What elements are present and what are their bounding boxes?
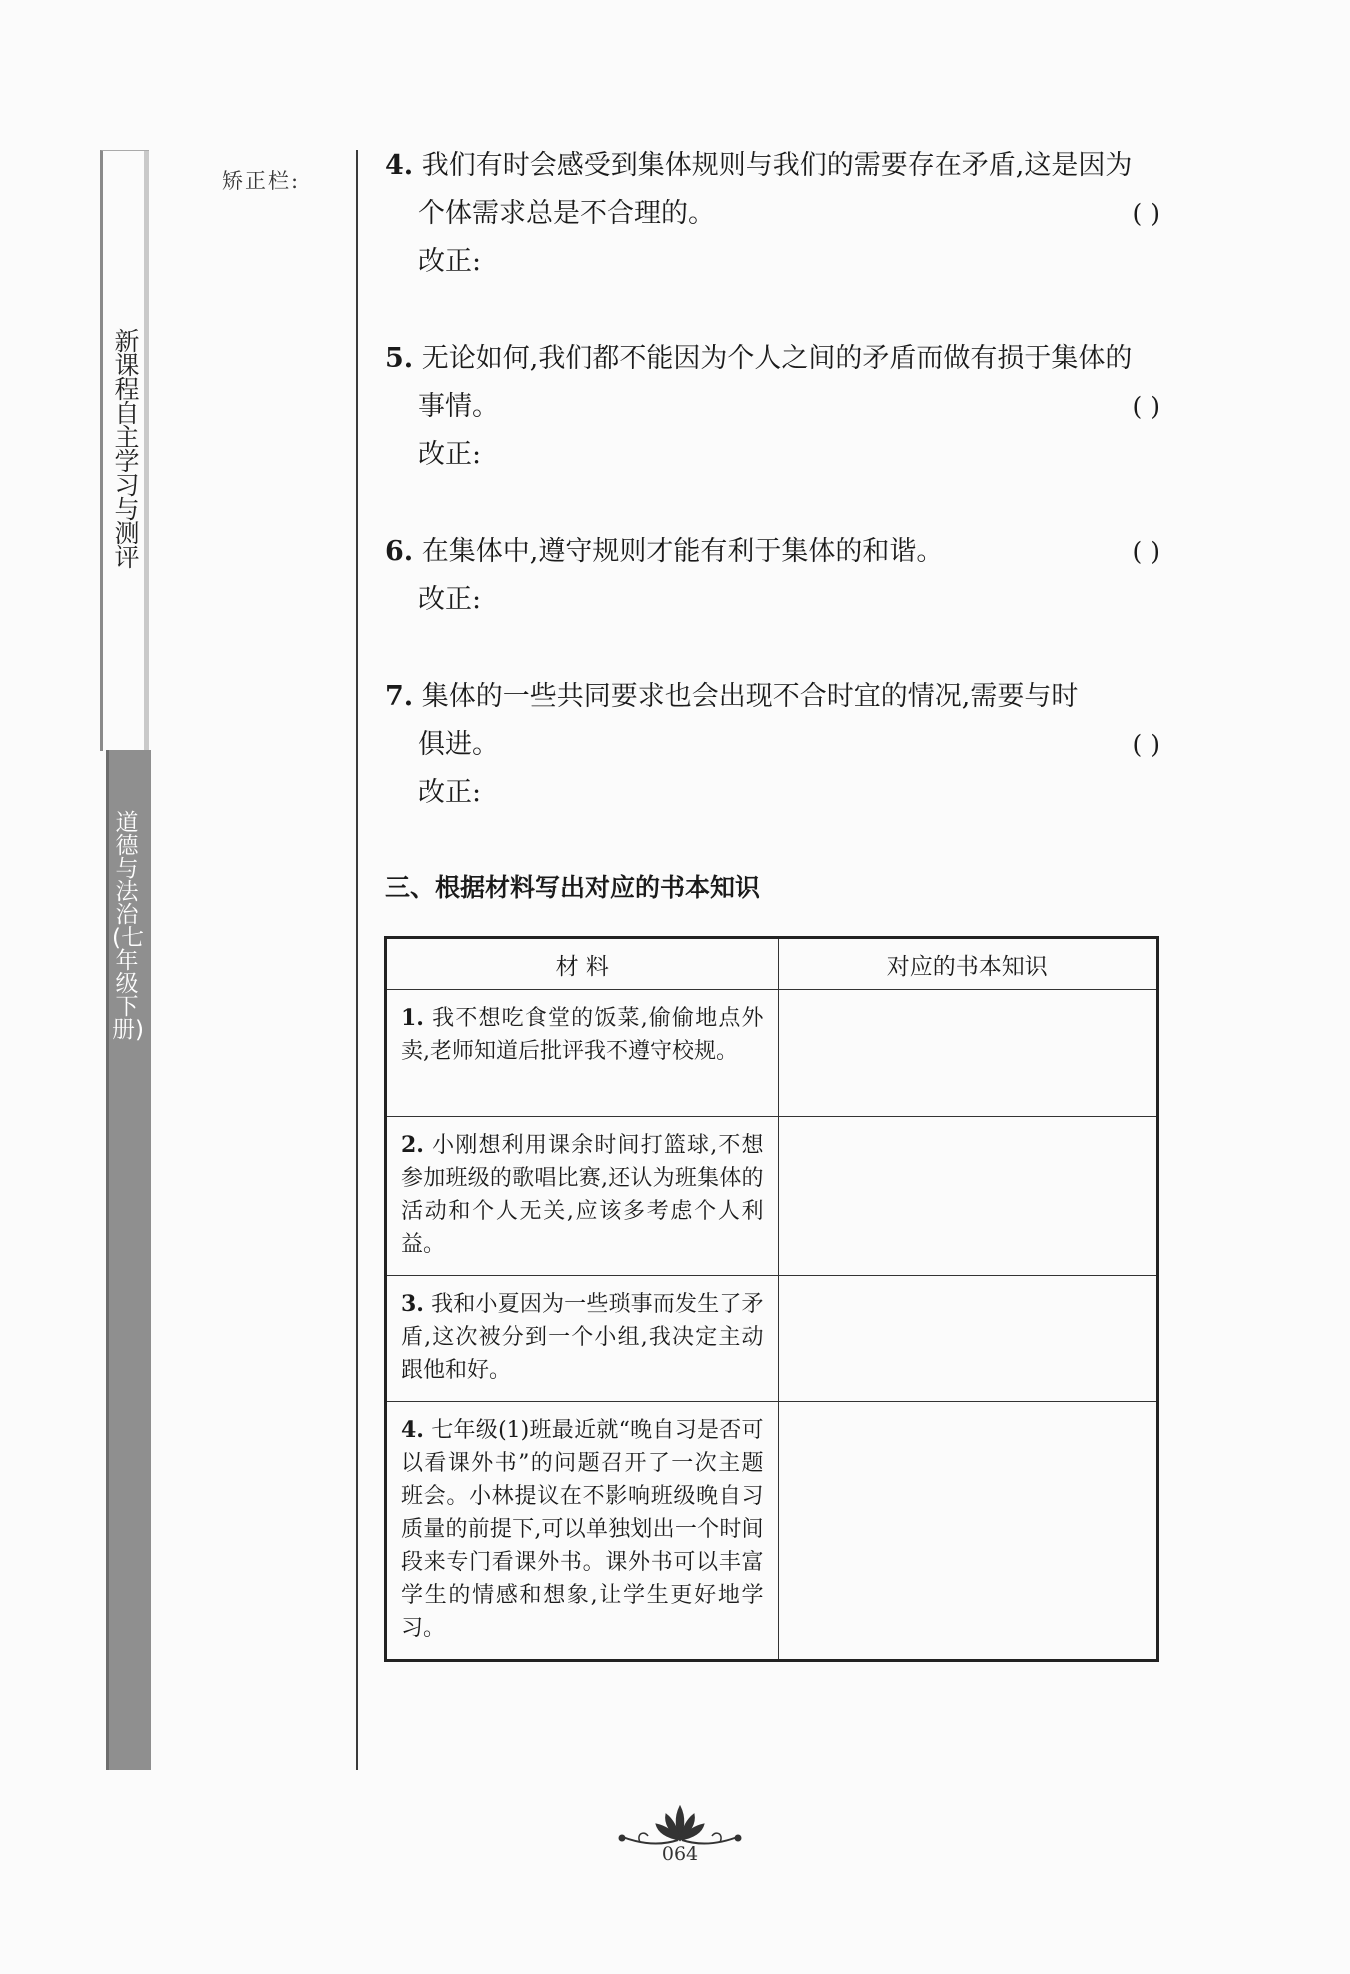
question-5 <box>385 335 1160 479</box>
question-text: 我们有时会感受到集体规则与我们的需要存在矛盾,这是因为 <box>421 150 1133 181</box>
material-number: 3. <box>401 1291 424 1317</box>
material-text: 我不想吃食堂的饭菜,偷偷地点外卖,老师知道后批评我不遵守校规。 <box>401 1006 764 1064</box>
correction-label: 改正: <box>418 439 482 470</box>
material-cell <box>386 1276 779 1402</box>
column-divider <box>356 150 358 1770</box>
page-number: 064 <box>661 1843 699 1865</box>
section-title: 三、根据材料写出对应的书本知识 <box>385 873 761 902</box>
question-number: 6. <box>385 536 414 567</box>
material-text: 七年级(1)班最近就“晚自习是否可以看课外书”的问题召开了一次主题班会。小林提议在不影响班级晚自习质量的前提下,可以单独划出一个时间段来专门看课外书。课外书可以丰富学生的情感和想象,让学生更好地学习。 <box>401 1418 764 1641</box>
answer-cell[interactable] <box>778 1276 1157 1402</box>
answer-blank[interactable]: ( ) <box>1132 730 1160 759</box>
question-text: 事情。 <box>418 391 499 422</box>
answer-cell[interactable] <box>778 990 1157 1117</box>
question-text: 俱进。 <box>418 729 499 760</box>
table-row <box>386 1117 1158 1276</box>
table-header-material: 材 料 <box>386 938 779 990</box>
material-table <box>384 936 1159 1662</box>
question-text: 集体的一些共同要求也会出现不合时宜的情况,需要与时 <box>421 681 1079 712</box>
question-text: 无论如何,我们都不能因为个人之间的矛盾而做有损于集体的 <box>421 343 1133 374</box>
correction-label: 改正: <box>418 246 482 277</box>
question-6 <box>385 528 1160 624</box>
table-row <box>386 1276 1158 1402</box>
question-4 <box>385 142 1160 286</box>
question-number: 4. <box>385 150 414 181</box>
answer-blank[interactable]: ( ) <box>1132 199 1160 228</box>
material-number: 2. <box>401 1132 424 1158</box>
material-number: 1. <box>401 1005 424 1031</box>
answer-blank[interactable]: ( ) <box>1132 392 1160 421</box>
correction-column-label: 矫正栏: <box>222 169 301 193</box>
answer-blank[interactable]: ( ) <box>1132 537 1160 566</box>
correction-label: 改正: <box>418 584 482 615</box>
material-cell <box>386 1402 779 1661</box>
question-text: 个体需求总是不合理的。 <box>418 198 715 229</box>
table-header-knowledge: 对应的书本知识 <box>778 938 1157 990</box>
answer-cell[interactable] <box>778 1402 1157 1661</box>
table-row <box>386 1402 1158 1661</box>
question-number: 5. <box>385 343 414 374</box>
material-cell <box>386 990 779 1117</box>
table-row <box>386 990 1158 1117</box>
material-cell <box>386 1117 779 1276</box>
question-7 <box>385 673 1160 817</box>
sidebar-book-title: 道德与法治(七年级下册) <box>112 810 144 1043</box>
question-number: 7. <box>385 681 414 712</box>
correction-label: 改正: <box>418 777 482 808</box>
material-text: 我和小夏因为一些琐事而发生了矛盾,这次被分到一个小组,我决定主动跟他和好。 <box>401 1292 764 1383</box>
material-number: 4. <box>401 1417 424 1443</box>
answer-cell[interactable] <box>778 1117 1157 1276</box>
question-text: 在集体中,遵守规则才能有利于集体的和谐。 <box>421 536 944 567</box>
sidebar-series-title: 新课程自主学习与测评 <box>114 327 140 572</box>
material-text: 小刚想利用课余时间打篮球,不想参加班级的歌唱比赛,还认为班集体的活动和个人无关,应该多考虑个人利益。 <box>401 1133 764 1257</box>
